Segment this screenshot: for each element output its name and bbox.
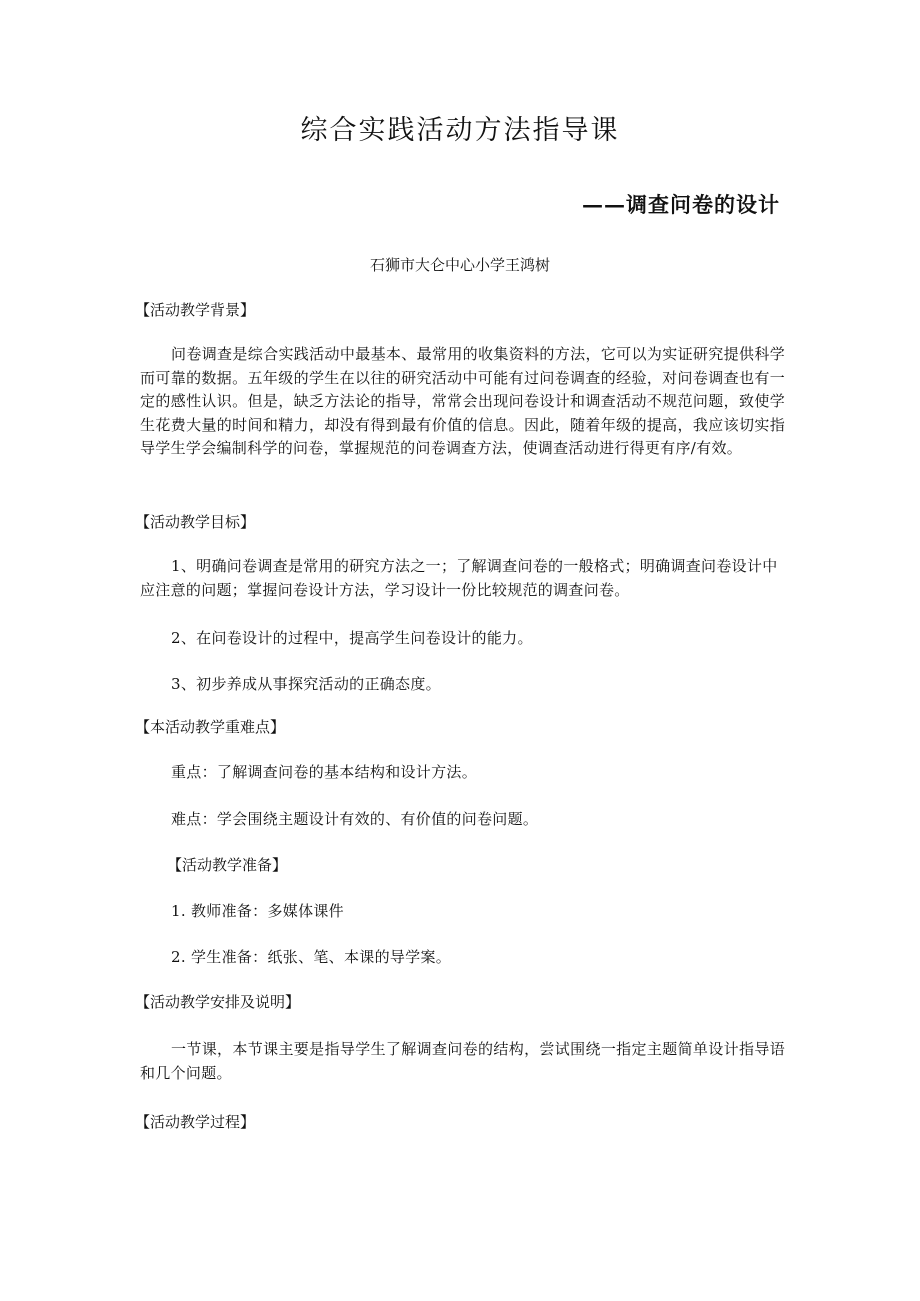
section-heading-process: 【活动教学过程】 xyxy=(135,1113,256,1131)
section-heading-goals: 【活动教学目标】 xyxy=(135,513,256,531)
background-paragraph: 问卷调查是综合实践活动中最基本、最常用的收集资料的方法，它可以为实证研究提供科学而可靠的数据。五年级的学生在以往的研究活动中可能有过问卷调查的经验，对问卷调查也有一定的感性认识。但是，缺乏方法论的指导，常常会出现问卷设计和调查活动不规范问题，致使学生花费大量的时间和精力，却没有得到最有价值的信息。因此，随着年级的提高，我应该切实指导学生学会编制科学的问卷，掌握规范的问卷调查方法，使调查活动进行得更有序/有效。 xyxy=(140,345,785,457)
document-title: 综合实践活动方法指导课 xyxy=(300,115,620,146)
section-heading-preparation: 【活动教学准备】 xyxy=(167,856,288,874)
goal-item-1: 1、明确问卷调查是常用的研究方法之一；了解调查问卷的一般格式；明确调查问卷设计中应注意的问题；掌握问卷设计方法，学习设计一份比较规范的调查问卷。 xyxy=(140,557,778,599)
section-heading-background: 【活动教学背景】 xyxy=(135,301,256,319)
arrangement-paragraph: 一节课，本节课主要是指导学生了解调查问卷的结构，尝试围绕一指定主题简单设计指导语和几个问题。 xyxy=(140,1040,785,1082)
section-heading-arrangement: 【活动教学安排及说明】 xyxy=(135,993,301,1011)
section-heading-keypoints: 【本活动教学重难点】 xyxy=(135,718,286,736)
document-author: 石狮市大仑中心小学王鸿树 xyxy=(369,256,550,274)
goal-item-3: 3、初步养成从事探究活动的正确态度。 xyxy=(171,675,441,693)
document-subtitle: ——调查问卷的设计 xyxy=(582,192,780,217)
goal-item-2: 2、在问卷设计的过程中，提高学生问卷设计的能力。 xyxy=(171,629,533,647)
keypoint-difficulty: 难点：学会围绕主题设计有效的、有价值的问卷问题。 xyxy=(171,810,539,828)
preparation-item-1: 1. 教师准备：多媒体课件 xyxy=(171,902,344,920)
preparation-item-2: 2. 学生准备：纸张、笔、本课的导学案。 xyxy=(171,948,452,966)
keypoint-focus: 重点：了解调查问卷的基本结构和设计方法。 xyxy=(171,763,478,781)
